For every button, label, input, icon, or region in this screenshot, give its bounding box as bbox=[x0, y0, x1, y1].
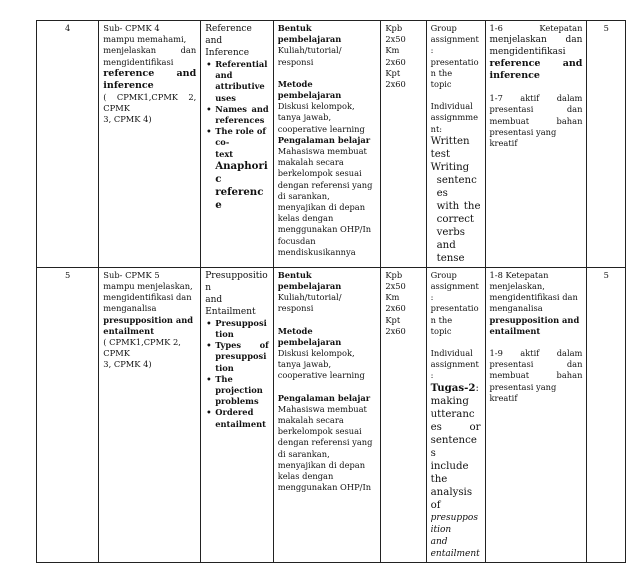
week-number-cell bbox=[37, 21, 99, 268]
sub-cpmk-title: Sub- CPMK 5 bbox=[103, 269, 160, 280]
criteria-text: aktif bbox=[520, 348, 540, 359]
learning-form-cell bbox=[273, 21, 381, 268]
indicator-heading: Presupposition bbox=[205, 270, 268, 293]
criteria-text: 1-8 Ketepatan bbox=[489, 269, 549, 280]
indicator-list bbox=[205, 318, 268, 430]
assignment-text: Individual bbox=[430, 348, 473, 359]
indicator-cell bbox=[201, 267, 273, 562]
sub-cpmk-topic: reference and bbox=[103, 67, 197, 79]
sub-cpmk-cell bbox=[99, 267, 201, 562]
learning-experience-heading: Pengalaman belajar bbox=[277, 134, 371, 145]
sub-cpmk-line: mengidentifikasi dan bbox=[103, 292, 192, 303]
sub-cpmk-ref: ( CPMK1,CPMK 2, CPMK bbox=[103, 91, 197, 114]
indicator-heading: Inference bbox=[205, 48, 250, 58]
time-cell bbox=[381, 21, 426, 268]
criteria-topic: entailment bbox=[489, 325, 541, 336]
criteria-text: dalam bbox=[556, 93, 583, 104]
list-item-text: • Names and bbox=[215, 103, 269, 114]
time-value: Kpb 2x50 bbox=[385, 23, 406, 45]
criteria-line bbox=[490, 348, 583, 359]
learning-form-cell bbox=[273, 267, 381, 562]
assignment-task: correct verbs bbox=[436, 213, 475, 238]
criteria-line bbox=[490, 23, 583, 34]
list-item-text: Referential bbox=[215, 59, 268, 69]
assignment-text: assignment : bbox=[430, 34, 479, 56]
list-item bbox=[215, 374, 268, 408]
sub-cpmk-topic: inference bbox=[103, 79, 154, 91]
indicator-list bbox=[205, 59, 268, 160]
assignment-task: and entailment bbox=[430, 536, 480, 559]
list-item-text: • Types of bbox=[215, 340, 269, 351]
list-item-text: entailment bbox=[215, 418, 266, 429]
sub-cpmk-ref: 3, CPMK 4) bbox=[103, 359, 152, 370]
weight-value: 5 bbox=[603, 269, 609, 280]
sub-cpmk-text: mampu memahami, bbox=[103, 34, 187, 45]
criteria-text: presentasi yang kreatif bbox=[489, 381, 557, 403]
list-item-text: and attributive bbox=[215, 70, 265, 92]
list-item-text: Presupposition bbox=[215, 317, 267, 340]
assignment-cell bbox=[426, 21, 485, 268]
learning-form-heading: Bentuk pembelajaran bbox=[277, 269, 342, 292]
criteria-text: membuat bahan bbox=[489, 370, 583, 381]
list-item bbox=[215, 59, 268, 104]
assignment-text: Individual bbox=[430, 101, 473, 112]
learning-experience-heading: Pengalaman belajar bbox=[277, 392, 371, 403]
criteria-code: 1-6 bbox=[489, 23, 503, 33]
criteria-text: mengidentifikasi bbox=[489, 47, 566, 58]
learning-method-heading: Metode pembelajaran bbox=[277, 78, 342, 101]
list-item bbox=[215, 407, 268, 429]
list-item-text: The role of co- bbox=[215, 126, 266, 148]
assignment-task: sentences bbox=[436, 174, 477, 199]
sub-cpmk-title: Sub- CPMK 4 bbox=[103, 23, 160, 33]
assignment-task: and tense bbox=[436, 239, 465, 264]
assignment-text: Group bbox=[430, 23, 457, 33]
sub-cpmk-line bbox=[103, 34, 196, 45]
criteria-text: presentasi dan bbox=[489, 359, 583, 370]
sub-cpmk-cell bbox=[99, 21, 201, 268]
criteria-topic: reference and bbox=[489, 58, 583, 70]
assignment-task: making bbox=[430, 395, 469, 407]
assignment-task: with the bbox=[436, 200, 481, 212]
weight-cell bbox=[587, 267, 626, 562]
time-value: Kpb 2x50 bbox=[385, 269, 406, 292]
criteria-text: menjelaskan dan bbox=[489, 35, 583, 46]
assignment-task: Writing bbox=[430, 161, 470, 173]
indicator-heading: Reference and bbox=[205, 24, 252, 46]
time-value: Km 2x60 bbox=[385, 292, 406, 314]
list-item-text: Ordered bbox=[215, 407, 254, 418]
assignment-text: assignment: bbox=[430, 359, 479, 381]
assignment-text: presentation the bbox=[430, 56, 479, 78]
assignment-text: assignmment: bbox=[430, 112, 479, 134]
criteria-text: presentasi dan bbox=[489, 104, 583, 115]
learning-form-text: Kuliah/tutorial/ responsi bbox=[277, 45, 342, 67]
assignment-text: topic bbox=[430, 325, 452, 336]
learning-experience-text: Mahasiswa membuat makalah secara berkelompok sesuai dengan referensi yang di sarankan, menyajikan di depan kelas dengan menggunakan OHP/In focusdan mendiskusikannya bbox=[277, 146, 373, 257]
list-item-text: The projection bbox=[215, 373, 263, 396]
criteria-text: presentasi yang kreatif bbox=[489, 126, 557, 149]
criteria-text: Ketepatan bbox=[539, 23, 583, 33]
list-item-text: presupposition bbox=[215, 351, 267, 373]
assignment-cell bbox=[426, 267, 485, 562]
table-row bbox=[37, 267, 626, 562]
list-item-text: references bbox=[215, 115, 265, 126]
sub-cpmk-ref: ( CPMK1,CPMK 2, CPMK bbox=[103, 337, 181, 359]
criteria-code: 1-7 bbox=[489, 93, 503, 104]
learning-experience-text: Mahasiswa membuat makalah secara berkelompok sesuai dengan referensi yang di sarankan, menyajikan di depan kelas dengan menggunakan OHP/In bbox=[277, 403, 373, 493]
table-row bbox=[37, 21, 626, 268]
time-cell bbox=[381, 267, 426, 562]
criteria-cell bbox=[485, 21, 587, 268]
indicator-heading: and Entailment bbox=[205, 294, 256, 317]
criteria-text: mengidentifikasi dan bbox=[489, 292, 578, 303]
criteria-topic: presupposition and bbox=[489, 314, 580, 325]
list-item bbox=[215, 318, 268, 340]
learning-method-text: Diskusi kelompok, tanya jawab, cooperative learning bbox=[277, 348, 365, 381]
list-item bbox=[215, 126, 268, 160]
assignment-text: assignment : bbox=[430, 281, 479, 303]
criteria-text: dalam bbox=[556, 348, 583, 359]
learning-method-text: Diskusi kelompok, tanya jawab, cooperative learning bbox=[277, 101, 365, 134]
week-number: 4 bbox=[65, 23, 71, 33]
list-item-text: problems bbox=[215, 396, 259, 407]
assignment-task: analysis of bbox=[430, 486, 473, 511]
assignment-task-name: Tugas-2 bbox=[430, 381, 476, 394]
assignment-task: include the bbox=[430, 460, 469, 485]
rps-table bbox=[36, 20, 626, 563]
criteria-text: membuat bahan bbox=[489, 115, 583, 126]
sub-cpmk-line: menganalisa bbox=[103, 303, 157, 314]
criteria-cell bbox=[485, 267, 587, 562]
sub-cpmk-topic: entailment bbox=[103, 325, 155, 336]
criteria-text: menjelaskan, bbox=[489, 281, 545, 292]
assignment-text: Group bbox=[430, 269, 457, 280]
sub-cpmk-line: mengidentifikasi bbox=[103, 56, 174, 67]
learning-form-heading: Bentuk pembelajaran bbox=[277, 23, 342, 45]
criteria-topic: inference bbox=[489, 70, 540, 82]
criteria-code: 1-9 bbox=[489, 348, 503, 359]
week-number: 5 bbox=[65, 269, 71, 280]
assignment-task: utterances or bbox=[430, 408, 481, 433]
assignment-task: sentences bbox=[430, 434, 477, 459]
list-item-text: text bbox=[215, 148, 234, 159]
week-number-cell bbox=[37, 267, 99, 562]
assignment-text: topic bbox=[430, 79, 452, 90]
sub-cpmk-topic: presupposition and bbox=[103, 314, 194, 325]
weight-cell bbox=[587, 21, 626, 268]
assignment-task: Written test bbox=[430, 135, 470, 160]
sub-cpmk-line: menjelaskan dan bbox=[103, 45, 197, 56]
learning-method-heading: Metode pembelajaran bbox=[277, 325, 342, 347]
weight-value: 5 bbox=[603, 23, 609, 33]
assignment-task-colon: : bbox=[475, 382, 479, 394]
time-value: Km 2x60 bbox=[385, 45, 406, 67]
sub-cpmk-line: mampu menjelaskan, bbox=[103, 281, 193, 292]
indicator-extra: reference bbox=[215, 185, 264, 211]
indicator-cell bbox=[201, 21, 273, 268]
list-item bbox=[215, 340, 268, 374]
indicator-extra: Anaphoric bbox=[215, 159, 268, 185]
criteria-text: aktif bbox=[520, 93, 540, 104]
time-value: Kpt 2x60 bbox=[385, 314, 406, 336]
assignment-text: presentation the bbox=[430, 303, 479, 325]
list-item bbox=[215, 104, 268, 126]
list-item-text: uses bbox=[215, 92, 236, 103]
time-value: Kpt 2x60 bbox=[385, 67, 406, 90]
criteria-text: menganalisa bbox=[489, 303, 543, 314]
assignment-task-title bbox=[431, 382, 481, 395]
sub-cpmk-ref: 3, CPMK 4) bbox=[103, 114, 152, 125]
assignment-task: presupposition bbox=[430, 512, 478, 535]
learning-form-text: Kuliah/tutorial/ responsi bbox=[277, 292, 342, 314]
criteria-line bbox=[490, 93, 583, 104]
